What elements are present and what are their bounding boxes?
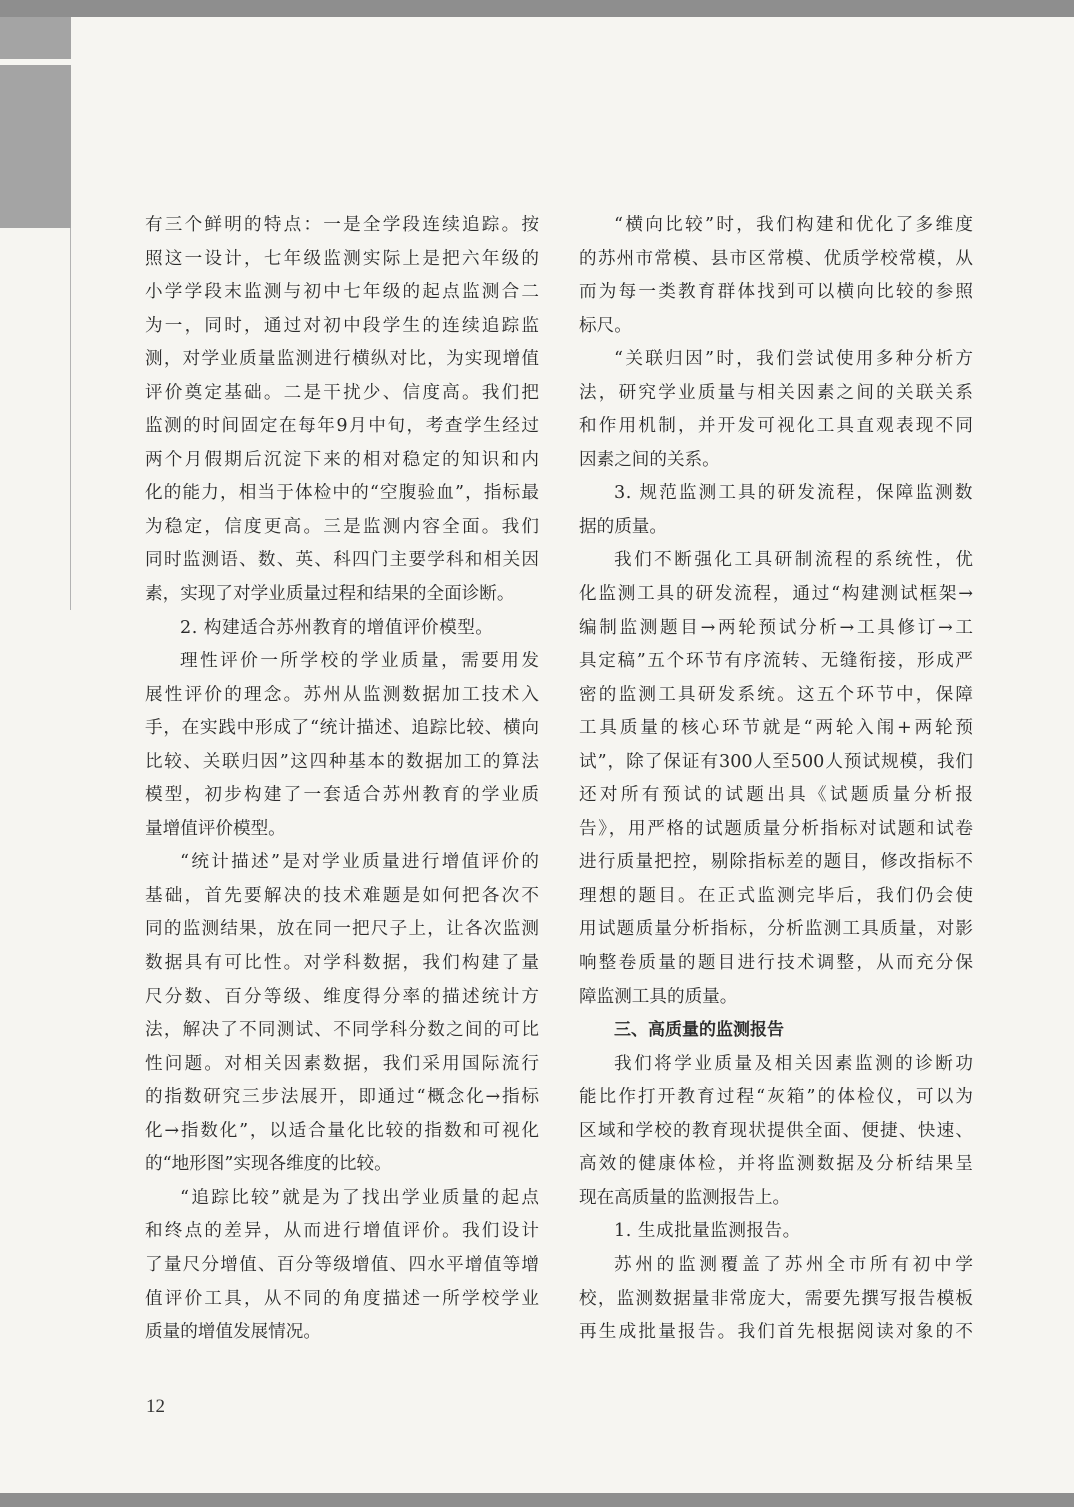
right-column-line: 校，监测数据量非常庞大，需要先撰写报告模板 [579,1288,973,1309]
left-column-line: 评价奠定基础。二是干扰少、信度高。我们把 [145,382,539,403]
right-column-line: “横向比较”时，我们构建和优化了多维度 [614,215,973,235]
right-column-line: 现在高质量的监测报告上。 [579,1187,791,1208]
left-column-line: 的指数研究三步法展开，即通过“概念化→指标 [145,1087,539,1108]
right-column-line: 高效的健康体检，并将监测数据及分析结果呈 [579,1154,973,1175]
right-column-line: “关联归因”时，我们尝试使用多种分析方 [614,349,973,370]
right-column-line: 据的质量。 [579,516,667,537]
bottom-decorative-bar [0,1493,1074,1507]
right-column-line: 告》，用严格的试题质量分析指标对试题和试卷 [579,818,973,839]
side-rule [70,228,71,610]
left-column-line: 化→指数化”，以适合量化比较的指数和可视化 [145,1120,539,1141]
left-column-line: 值评价工具，从不同的角度描述一所学校学业 [145,1288,539,1309]
left-column-line: 为一，同时，通过对初中段学生的连续追踪监 [145,315,539,336]
left-column-line: 监测的时间固定在每年9月中旬，考查学生经过 [145,416,539,437]
right-column-line: 标尺。 [579,315,632,336]
left-column-line: 有三个鲜明的特点：一是全学段连续追踪。按 [145,215,539,235]
right-column-line: 3. 规范监测工具的研发流程，保障监测数 [614,483,973,504]
left-column-line: 性问题。对相关因素数据，我们采用国际流行 [145,1053,539,1074]
left-column-line: 同的监测结果，放在同一把尺子上，让各次监测 [145,919,539,940]
right-column-line: 用试题质量分析指标，分析监测工具质量，对影 [579,919,973,940]
right-column-line: 和作用机制，并开发可视化工具直观表现不同 [579,416,973,437]
right-column-line: 还对所有预试的试题出具《试题质量分析报 [579,785,973,806]
right-column-line: 我们将学业质量及相关因素监测的诊断功 [614,1053,973,1074]
right-column-line: 化监测工具的研发流程，通过“构建测试框架→ [579,584,973,605]
right-column-line: 而为每一类教育群体找到可以横向比较的参照 [579,282,973,303]
left-text-column [145,209,539,1350]
left-column-line: 两个月假期后沉淀下来的相对稳定的知识和内 [145,449,539,470]
right-column-line: 我们不断强化工具研制流程的系统性，优 [614,550,973,571]
right-column-line: 的苏州市常模、县市区常模、优质学校常模，从 [579,248,973,269]
left-column-line: 和终点的差异，从而进行增值评价。我们设计 [145,1221,539,1242]
left-column-line: 模型，初步构建了一套适合苏州教育的学业质 [145,785,539,806]
page-number: 12 [146,1396,165,1417]
right-column-line: 响整卷质量的题目进行技术调整，从而充分保 [579,953,973,974]
right-column-line: 三、高质量的监测报告 [614,1020,784,1041]
right-column-line: 具定稿”五个环节有序流转、无缝衔接，形成严 [579,651,973,672]
left-column-line: 化的能力，相当于体检中的“空腹验血”，指标最 [145,483,539,504]
left-column-line: 理性评价一所学校的学业质量，需要用发 [180,651,539,672]
right-column-line: 能比作打开教育过程“灰箱”的体检仪，可以为 [579,1087,973,1108]
left-column-line: 同时监测语、数、英、科四门主要学科和相关因 [145,550,539,571]
left-column-line: 小学学段末监测与初中七年级的起点监测合二 [145,282,539,303]
left-column-line: 为稳定，信度更高。三是监测内容全面。我们 [145,516,539,537]
left-column-line: 数据具有可比性。对学科数据，我们构建了量 [145,953,539,974]
left-column-line: 2. 构建适合苏州教育的增值评价模型。 [180,617,494,638]
left-column-line: 量增值评价模型。 [145,818,286,839]
right-column-line: 再生成批量报告。我们首先根据阅读对象的不 [579,1322,973,1343]
left-column-line: 的“地形图”实现各维度的比较。 [145,1154,392,1175]
right-column-line: 法，研究学业质量与相关因素之间的关联关系 [579,382,973,403]
right-column-line: 密的监测工具研发系统。这五个环节中，保障 [579,684,973,705]
right-column-line: 障监测工具的质量。 [579,986,738,1007]
right-column-line: 1. 生成批量监测报告。 [614,1221,801,1242]
left-column-line: 展性评价的理念。苏州从监测数据加工技术入 [145,684,539,705]
left-column-line: 照这一设计，七年级监测实际上是把六年级的 [145,248,539,269]
right-column-line: 区域和学校的教育现状提供全面、便捷、快速、 [579,1120,973,1141]
right-column-line: 试”，除了保证有300人至500人预试规模，我们 [579,751,973,772]
left-column-line: “追踪比较”就是为了找出学业质量的起点 [180,1187,539,1208]
left-column-line: 法，解决了不同测试、不同学科分数之间的可比 [145,1020,539,1041]
side-tab-upper [0,17,71,59]
left-column-line: 手，在实践中形成了“统计描述、追踪比较、横向 [145,718,539,739]
top-decorative-bar [0,0,1074,17]
right-text-column [579,209,973,1350]
right-column-line: 工具质量的核心环节就是“两轮入闱+两轮预 [579,718,973,739]
right-column-line: 编制监测题目→两轮预试分析→工具修订→工 [579,617,973,638]
left-column-line: 尺分数、百分等级、维度得分率的描述统计方 [145,986,539,1007]
left-column-line: 比较、关联归因”这四种基本的数据加工的算法 [145,751,539,772]
right-column-line: 因素之间的关系。 [579,449,720,470]
left-column-line: 测，对学业质量监测进行横纵对比，为实现增值 [145,349,539,370]
right-column-line: 苏州的监测覆盖了苏州全市所有初中学 [614,1254,973,1275]
left-column-line: 基础，首先要解决的技术难题是如何把各次不 [145,885,539,906]
left-column-line: 了量尺分增值、百分等级增值、四水平增值等增 [145,1254,539,1275]
right-column-line: 理想的题目。在正式监测完毕后，我们仍会使 [579,885,973,906]
right-column-line: 进行质量把控，剔除指标差的题目，修改指标不 [579,852,973,873]
left-column-line: 素，实现了对学业质量过程和结果的全面诊断。 [145,584,515,605]
left-column-line: 质量的增值发展情况。 [145,1322,321,1343]
left-column-line: “统计描述”是对学业质量进行增值评价的 [180,852,539,873]
side-tab-lower [0,65,71,228]
